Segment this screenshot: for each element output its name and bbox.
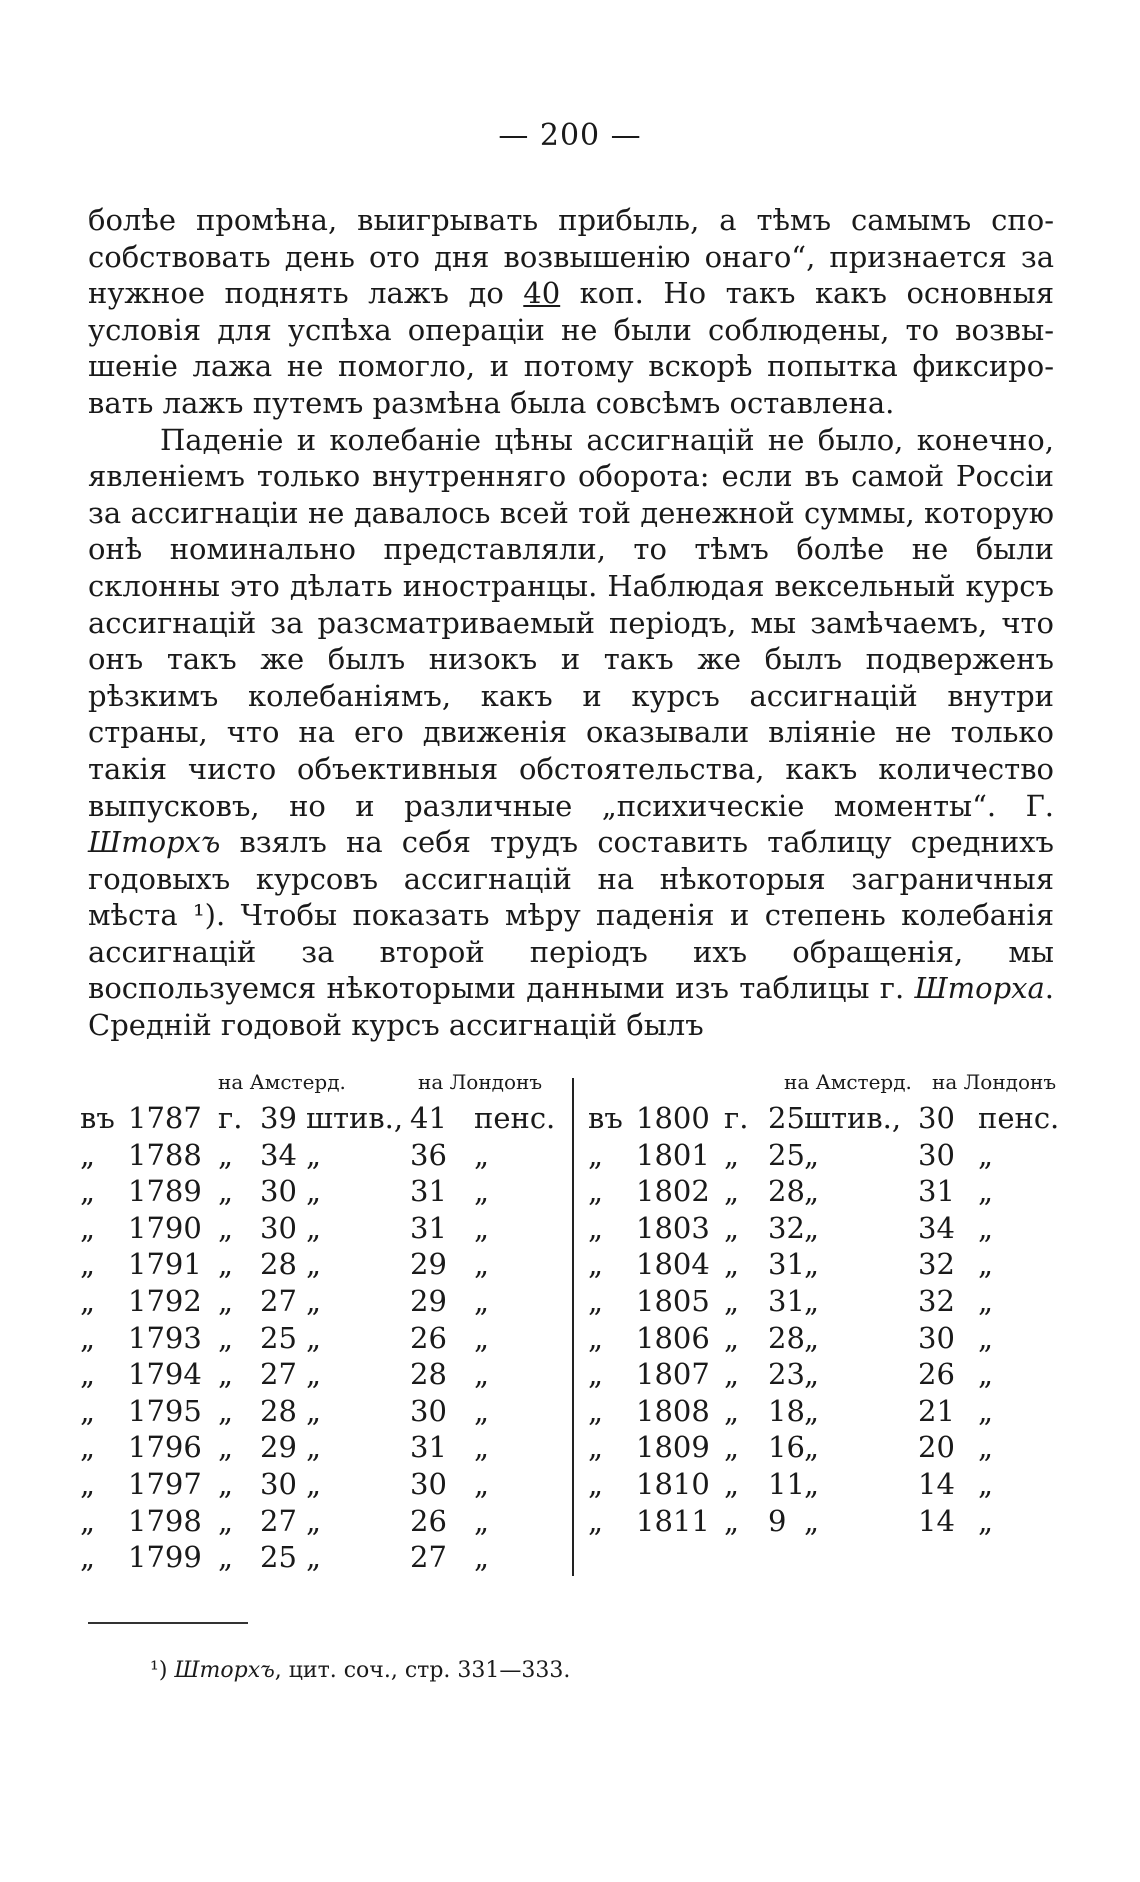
cell-unit1: „ bbox=[804, 1210, 820, 1245]
cell-ams: 27 bbox=[260, 1503, 297, 1538]
cell-unit2: „ bbox=[474, 1540, 490, 1575]
table-row bbox=[80, 1503, 560, 1540]
cell-g: „ bbox=[724, 1393, 740, 1428]
cell-unit2: „ bbox=[978, 1284, 994, 1318]
table-row bbox=[80, 1356, 560, 1393]
table-row bbox=[588, 1173, 1060, 1210]
cell-g: „ bbox=[218, 1137, 234, 1172]
cell-g: „ bbox=[218, 1320, 234, 1355]
cell-unit2: „ bbox=[978, 1210, 994, 1245]
cell-ams: 16 bbox=[768, 1430, 805, 1465]
cell-g: „ bbox=[724, 1467, 740, 1501]
table-row bbox=[588, 1466, 1060, 1503]
cell-unit2: „ bbox=[474, 1210, 490, 1245]
table-row bbox=[80, 1210, 560, 1247]
cell-ams: 28 bbox=[768, 1320, 805, 1355]
lazh-value-underlined: 40 bbox=[523, 276, 561, 311]
cell-prefix: „ bbox=[588, 1357, 604, 1392]
cell-unit1: „ bbox=[804, 1430, 820, 1465]
cell-year: 1797 bbox=[128, 1467, 202, 1501]
cell-year: 1808 bbox=[636, 1393, 710, 1428]
cell-unit2: „ bbox=[474, 1320, 490, 1355]
cell-g: „ bbox=[218, 1284, 234, 1318]
cell-lon: 36 bbox=[410, 1137, 447, 1172]
page-number: — 200 — bbox=[498, 118, 642, 153]
cell-g: „ bbox=[724, 1137, 740, 1172]
cell-prefix: „ bbox=[80, 1284, 96, 1318]
cell-ams: 39 bbox=[260, 1101, 297, 1135]
cell-ams: 28 bbox=[260, 1393, 297, 1428]
cell-lon: 14 bbox=[918, 1467, 955, 1501]
cell-year: 1809 bbox=[636, 1430, 710, 1465]
cell-unit2: „ bbox=[978, 1137, 994, 1172]
cell-ams: 30 bbox=[260, 1210, 297, 1245]
table-row bbox=[80, 1320, 560, 1357]
cell-year: 1806 bbox=[636, 1320, 710, 1355]
cell-ams: 32 bbox=[768, 1210, 805, 1245]
cell-g: „ bbox=[218, 1503, 234, 1538]
cell-lon: 26 bbox=[918, 1357, 955, 1392]
cell-lon: 30 bbox=[410, 1467, 447, 1501]
cell-unit2: „ bbox=[474, 1393, 490, 1428]
cell-unit1: „ bbox=[306, 1503, 322, 1538]
cell-year: 1810 bbox=[636, 1467, 710, 1501]
cell-unit1: „ bbox=[306, 1137, 322, 1172]
cell-prefix: „ bbox=[80, 1430, 96, 1465]
cell-year: 1788 bbox=[128, 1137, 202, 1172]
cell-unit2: „ bbox=[474, 1467, 490, 1501]
cell-year: 1799 bbox=[128, 1540, 202, 1575]
cell-year: 1790 bbox=[128, 1210, 202, 1245]
table-divider bbox=[572, 1078, 574, 1576]
cell-unit1: „ bbox=[306, 1430, 322, 1465]
cell-unit1: „ bbox=[804, 1284, 820, 1318]
cell-lon: 20 bbox=[918, 1430, 955, 1465]
cell-unit1: „ bbox=[306, 1210, 322, 1245]
table-row bbox=[588, 1246, 1060, 1283]
cell-year: 1787 bbox=[128, 1101, 202, 1135]
cell-unit1: „ bbox=[804, 1137, 820, 1172]
cell-ams: 29 bbox=[260, 1430, 297, 1465]
cell-ams: 25 bbox=[768, 1101, 805, 1135]
cell-unit2: „ bbox=[978, 1503, 994, 1538]
cell-lon: 34 bbox=[918, 1210, 955, 1245]
cell-year: 1800 bbox=[636, 1101, 710, 1135]
table-row bbox=[80, 1100, 560, 1137]
paragraph-1-part-a: болѣе промѣна, выигрывать прибыль, а тѣмъ самымъ способствовать день ото дня возвышенію онаго“, признается за нужное поднять лажъ до bbox=[88, 203, 1054, 311]
author-name-storch: Шторхъ bbox=[88, 825, 221, 860]
cell-ams: 30 bbox=[260, 1467, 297, 1501]
cell-ams: 28 bbox=[768, 1174, 805, 1209]
cell-unit2: „ bbox=[978, 1247, 994, 1282]
cell-year: 1798 bbox=[128, 1503, 202, 1538]
cell-prefix: „ bbox=[588, 1393, 604, 1428]
cell-g: „ bbox=[724, 1174, 740, 1209]
header-amsterdam: на Амстерд. bbox=[218, 1070, 346, 1094]
footnote-text: , цит. соч., стр. 331—333. bbox=[274, 1658, 571, 1683]
cell-ams: 9 bbox=[768, 1503, 787, 1538]
header-london: на Лондонъ bbox=[418, 1070, 543, 1094]
cell-year: 1792 bbox=[128, 1284, 202, 1318]
author-name-storch-genitive: Шторха bbox=[914, 971, 1045, 1006]
body-text bbox=[88, 202, 1054, 1044]
cell-ams: 23 bbox=[768, 1357, 805, 1392]
footnote-mark: ¹) bbox=[150, 1658, 168, 1683]
cell-unit1: „ bbox=[804, 1503, 820, 1538]
cell-prefix: „ bbox=[588, 1320, 604, 1355]
cell-unit2: пенс. bbox=[978, 1101, 1060, 1135]
table-row bbox=[80, 1539, 560, 1576]
cell-g: „ bbox=[724, 1210, 740, 1245]
cell-ams: 34 bbox=[260, 1137, 297, 1172]
table-row bbox=[80, 1429, 560, 1466]
paragraph-1 bbox=[88, 202, 1054, 422]
cell-ams: 25 bbox=[260, 1540, 297, 1575]
cell-g: „ bbox=[218, 1540, 234, 1575]
cell-unit1: „ bbox=[804, 1393, 820, 1428]
cell-ams: 27 bbox=[260, 1284, 297, 1318]
cell-g: г. bbox=[218, 1101, 243, 1135]
cell-year: 1794 bbox=[128, 1357, 202, 1392]
cell-unit2: „ bbox=[978, 1320, 994, 1355]
cell-year: 1805 bbox=[636, 1284, 710, 1318]
cell-unit1: штив., bbox=[804, 1101, 902, 1135]
cell-g: „ bbox=[218, 1174, 234, 1209]
cell-lon: 29 bbox=[410, 1247, 447, 1282]
cell-prefix: „ bbox=[588, 1503, 604, 1538]
cell-year: 1807 bbox=[636, 1357, 710, 1392]
paragraph-2-part-c: . Средній годовой курсъ ассигнацій былъ bbox=[88, 971, 1054, 1043]
cell-year: 1801 bbox=[636, 1137, 710, 1172]
cell-unit1: „ bbox=[306, 1320, 322, 1355]
cell-unit2: „ bbox=[474, 1174, 490, 1209]
cell-prefix: „ bbox=[588, 1210, 604, 1245]
table-row bbox=[588, 1393, 1060, 1430]
cell-lon: 21 bbox=[918, 1393, 955, 1428]
table-row bbox=[588, 1356, 1060, 1393]
cell-unit2: „ bbox=[978, 1430, 994, 1465]
header-london: на Лондонъ bbox=[932, 1070, 1057, 1094]
table-row bbox=[588, 1503, 1060, 1540]
cell-lon: 29 bbox=[410, 1284, 447, 1318]
cell-prefix: въ bbox=[588, 1101, 623, 1135]
cell-g: „ bbox=[218, 1247, 234, 1282]
cell-g: „ bbox=[724, 1430, 740, 1465]
header-amsterdam: на Амстерд. bbox=[784, 1070, 912, 1094]
cell-prefix: „ bbox=[80, 1247, 96, 1282]
table-row bbox=[80, 1173, 560, 1210]
cell-unit1: „ bbox=[306, 1540, 322, 1575]
cell-year: 1795 bbox=[128, 1393, 202, 1428]
paragraph-2 bbox=[88, 422, 1054, 1044]
cell-unit1: „ bbox=[804, 1467, 820, 1501]
cell-g: „ bbox=[218, 1393, 234, 1428]
cell-unit2: „ bbox=[978, 1467, 994, 1501]
table-row bbox=[80, 1246, 560, 1283]
paragraph-1-part-b: коп. Но такъ какъ основныя условія для успѣха операціи не были соблюдены, то возвышеніе лажа не помогло, и потому вскорѣ попытка фиксировать лажъ путемъ размѣна была совсѣмъ оставлена. bbox=[88, 276, 1054, 420]
cell-prefix: „ bbox=[588, 1247, 604, 1282]
cell-g: „ bbox=[218, 1430, 234, 1465]
cell-g: „ bbox=[218, 1467, 234, 1501]
cell-unit1: „ bbox=[804, 1357, 820, 1392]
table-row bbox=[588, 1320, 1060, 1357]
paragraph-2-part-b: взялъ на себя трудъ составить таблицу среднихъ годовыхъ курсовъ ассигнацій на нѣкоторыя заграничныя мѣста ¹). Чтобы показать мѣру паденія и степень колебанія ассигнацій за второй періодъ ихъ обращенія, мы воспользуемся нѣкоторыми данными изъ таблицы г. bbox=[88, 825, 1054, 1006]
cell-unit1: „ bbox=[804, 1320, 820, 1355]
cell-lon: 26 bbox=[410, 1320, 447, 1355]
cell-year: 1804 bbox=[636, 1247, 710, 1282]
cell-unit2: „ bbox=[474, 1137, 490, 1172]
cell-ams: 31 bbox=[768, 1247, 805, 1282]
cell-prefix: „ bbox=[588, 1137, 604, 1172]
cell-unit1: „ bbox=[306, 1467, 322, 1501]
table-row bbox=[588, 1100, 1060, 1137]
cell-year: 1793 bbox=[128, 1320, 202, 1355]
table-row bbox=[80, 1466, 560, 1503]
cell-unit1: „ bbox=[804, 1247, 820, 1282]
cell-g: г. bbox=[724, 1101, 749, 1135]
cell-unit1: „ bbox=[306, 1284, 322, 1318]
cell-g: „ bbox=[724, 1320, 740, 1355]
cell-lon: 32 bbox=[918, 1247, 955, 1282]
cell-lon: 30 bbox=[918, 1320, 955, 1355]
cell-g: „ bbox=[724, 1357, 740, 1392]
cell-lon: 27 bbox=[410, 1540, 447, 1575]
cell-prefix: „ bbox=[80, 1320, 96, 1355]
cell-unit2: пенс. bbox=[474, 1101, 556, 1135]
cell-prefix: въ bbox=[80, 1101, 115, 1135]
cell-lon: 30 bbox=[918, 1101, 955, 1135]
table-row bbox=[588, 1137, 1060, 1174]
cell-lon: 41 bbox=[410, 1101, 447, 1135]
cell-ams: 25 bbox=[768, 1137, 805, 1172]
cell-prefix: „ bbox=[588, 1174, 604, 1209]
cell-lon: 26 bbox=[410, 1503, 447, 1538]
table-row bbox=[588, 1429, 1060, 1466]
cell-ams: 28 bbox=[260, 1247, 297, 1282]
cell-prefix: „ bbox=[80, 1467, 96, 1501]
cell-lon: 32 bbox=[918, 1284, 955, 1318]
footnote-rule bbox=[88, 1622, 248, 1624]
cell-unit2: „ bbox=[474, 1503, 490, 1538]
cell-unit2: „ bbox=[978, 1393, 994, 1428]
table-row bbox=[588, 1210, 1060, 1247]
cell-lon: 30 bbox=[918, 1137, 955, 1172]
cell-g: „ bbox=[724, 1247, 740, 1282]
cell-unit1: „ bbox=[804, 1174, 820, 1209]
cell-g: „ bbox=[724, 1503, 740, 1538]
cell-lon: 30 bbox=[410, 1393, 447, 1428]
cell-ams: 27 bbox=[260, 1357, 297, 1392]
cell-unit2: „ bbox=[474, 1430, 490, 1465]
cell-unit1: „ bbox=[306, 1357, 322, 1392]
cell-unit2: „ bbox=[474, 1247, 490, 1282]
cell-prefix: „ bbox=[588, 1284, 604, 1318]
cell-g: „ bbox=[724, 1284, 740, 1318]
cell-year: 1789 bbox=[128, 1174, 202, 1209]
cell-prefix: „ bbox=[588, 1467, 604, 1501]
cell-prefix: „ bbox=[80, 1540, 96, 1575]
cell-prefix: „ bbox=[588, 1430, 604, 1465]
table-row bbox=[588, 1283, 1060, 1320]
footnote-author: Шторхъ bbox=[174, 1658, 275, 1683]
footnote bbox=[150, 1658, 570, 1683]
cell-lon: 31 bbox=[410, 1174, 447, 1209]
cell-unit1: „ bbox=[306, 1174, 322, 1209]
cell-unit1: штив., bbox=[306, 1101, 404, 1135]
cell-unit2: „ bbox=[978, 1174, 994, 1209]
cell-lon: 14 bbox=[918, 1503, 955, 1538]
cell-prefix: „ bbox=[80, 1137, 96, 1172]
cell-lon: 31 bbox=[918, 1174, 955, 1209]
cell-ams: 25 bbox=[260, 1320, 297, 1355]
cell-year: 1796 bbox=[128, 1430, 202, 1465]
cell-prefix: „ bbox=[80, 1393, 96, 1428]
cell-ams: 30 bbox=[260, 1174, 297, 1209]
exchange-rates-table bbox=[80, 1070, 1060, 1590]
table-row bbox=[80, 1283, 560, 1320]
cell-year: 1811 bbox=[636, 1503, 710, 1538]
cell-prefix: „ bbox=[80, 1210, 96, 1245]
cell-prefix: „ bbox=[80, 1503, 96, 1538]
cell-lon: 31 bbox=[410, 1210, 447, 1245]
cell-lon: 31 bbox=[410, 1430, 447, 1465]
cell-prefix: „ bbox=[80, 1174, 96, 1209]
cell-ams: 11 bbox=[768, 1467, 805, 1501]
cell-unit1: „ bbox=[306, 1393, 322, 1428]
cell-ams: 18 bbox=[768, 1393, 805, 1428]
cell-ams: 31 bbox=[768, 1284, 805, 1318]
table-row bbox=[80, 1393, 560, 1430]
cell-year: 1803 bbox=[636, 1210, 710, 1245]
cell-g: „ bbox=[218, 1210, 234, 1245]
paragraph-2-part-a: Паденіе и колебаніе цѣны ассигнацій не было, конечно, явленіемъ только внутренняго оборота: если въ самой Россіи за ассигнаціи не давалось всей той денежной суммы, которую онѣ номинально представляли, то тѣмъ болѣе не были склонны это дѣлать иностранцы. Наблюдая вексельный курсъ ассигнацій за разсматриваемый періодъ, мы замѣчаемъ, что онъ такъ же былъ низокъ и такъ же былъ подверженъ рѣзкимъ колебаніямъ, какъ и курсъ ассигнацій внутри страны, что на его движенія оказывали вліяніе не только такія чисто объективныя обстоятельства, какъ количество выпусковъ, но и различные „психическіе моменты“. Г. bbox=[88, 422, 1054, 823]
cell-g: „ bbox=[218, 1357, 234, 1392]
cell-year: 1802 bbox=[636, 1174, 710, 1209]
cell-unit2: „ bbox=[474, 1284, 490, 1318]
cell-prefix: „ bbox=[80, 1357, 96, 1392]
cell-unit2: „ bbox=[978, 1357, 994, 1392]
cell-unit2: „ bbox=[474, 1357, 490, 1392]
table-row bbox=[80, 1137, 560, 1174]
cell-unit1: „ bbox=[306, 1247, 322, 1282]
cell-year: 1791 bbox=[128, 1247, 202, 1282]
cell-lon: 28 bbox=[410, 1357, 447, 1392]
